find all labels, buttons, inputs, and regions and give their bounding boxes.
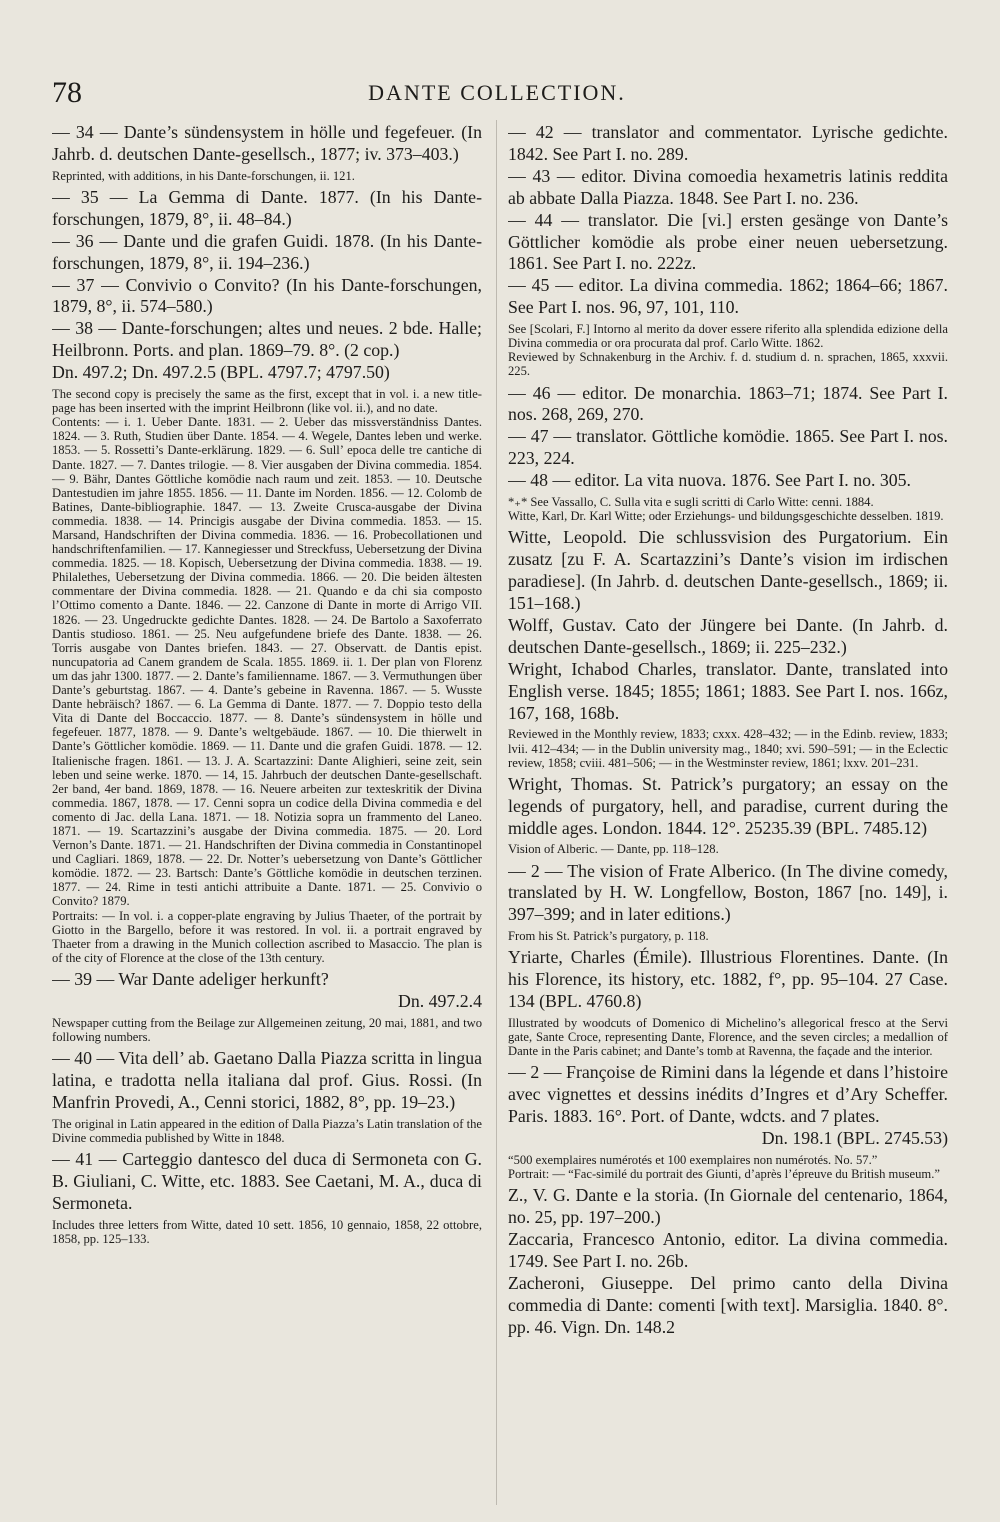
catalog-note: “500 exemplaires numérotés et 100 exemplaires non numérotés. No. 57.”: [508, 1152, 878, 1167]
catalog-note: Illustrated by woodcuts of Domenico di Michelino’s allegorical fresco at the Servi gate, Sante Croce, representing Dante, Florence, and the seven circles; a medallion of Dante in the Paris cabinet; and Dante’s tomb at Ravenna, the façade and the interior.: [508, 1016, 948, 1059]
catalog-note: Includes three letters from Witte, dated 10 sett. 1856, 10 gennaio, 1858, 22 ottobre, 1858, pp. 125–133.: [52, 1217, 482, 1246]
catalog-entry: Yriarte, Charles (Émile). Illustrious Florentines. Dante. (In his Florence, its history, etc. 1882, f°, pp. 95–104. 27 Case. 134 (BPL. 4760.8): [508, 947, 948, 1012]
catalog-entry: Z., V. G. Dante e la storia. (In Giornale del centenario, 1864, no. 25, pp. 197–200.): [508, 1185, 948, 1228]
catalog-note: Portraits: — In vol. i. a copper-plate engraving by Julius Thaeter, of the portrait by Giotto in the Bargello, before it was restored. In vol. ii. a portrait engraved by Thaeter from a drawing in the Munich collection ascribed to Masaccio. The plan is of the city of Florence at the close of the 13th century.: [52, 908, 482, 965]
catalog-note: The second copy is precisely the same as the first, except that in vol. i. a new title-page has been inserted with the imprint Heilbronn (like vol. ii.), and no date.: [52, 387, 482, 416]
right-column: [508, 122, 948, 1512]
catalog-note: Newspaper cutting from the Beilage zur Allgemeinen zeitung, 20 mai, 1881, and two following numbers.: [52, 1015, 482, 1044]
catalog-entry: Witte, Leopold. Die schlussvision des Purgatorium. Ein zusatz [zu F. A. Scartazzini’s Dante’s vision im irdischen paradiese]. (In Jahrb. d. deutschen Dante-gesellsch., 1869; ii. 151–168.): [508, 527, 948, 613]
catalog-note: Reviewed in the Monthly review, 1833; cxxx. 428–432; — in the Edinb. review, 1833; lvii. 412–434; — in the Dublin university mag., 1840; xvi. 590–591; — in the Eclectic review, 1858; cviii. 481–506; — in the Westminster review, 1861; lxxv. 201–231.: [508, 727, 948, 770]
catalog-note: Witte, Karl, Dr. Karl Witte; oder Erziehungs- und bildungsgeschichte desselben. 1819.: [508, 509, 944, 524]
catalog-note: Portrait: — “Fac-similé du portrait des Giunti, d’après l’épreuve du British museum.”: [508, 1167, 940, 1182]
catalog-note: Vision of Alberic. — Dante, pp. 118–128.: [508, 842, 719, 857]
catalog-entry: — 47 — translator. Göttliche komödie. 1865. See Part I. nos. 223, 224.: [508, 426, 948, 469]
catalog-entry: — 36 — Dante und die grafen Guidi. 1878. (In his Dante-forschungen, 1879, 8°, ii. 194–236.): [52, 230, 482, 273]
catalog-note: From his St. Patrick’s purgatory, p. 118.: [508, 929, 709, 944]
catalog-entry: Zaccaria, Francesco Antonio, editor. La divina commedia. 1749. See Part I. no. 26b.: [508, 1228, 948, 1271]
catalog-note: The original in Latin appeared in the edition of Dalla Piazza’s Latin translation of the Divine commedia published by Witte in 1848.: [52, 1116, 482, 1145]
catalog-entry: Zacheroni, Giuseppe. Del primo canto della Divina commedia di Dante: comenti [with text]. Marsiglia. 1840. 8°. pp. 46. Vign. Dn. 148.2: [508, 1272, 948, 1337]
catalog-entry: — 44 — translator. Die [vi.] ersten gesänge von Dante’s Göttlicher komödie als probe einer neuen uebersetzung. 1861. See Part I. no. 222z.: [508, 209, 948, 274]
catalog-entry: — 39 — War Dante adeliger herkunft?: [52, 968, 329, 989]
catalog-entry: — 34 — Dante’s sündensystem in hölle und fegefeuer. (In Jahrb. d. deutschen Dante-gesellsch., 1877; iv. 373–403.): [52, 122, 482, 164]
catalog-note: Reviewed by Schnakenburg in the Archiv. f. d. studium d. n. sprachen, 1865, xxxvii. 225.: [508, 350, 948, 379]
page-header: [52, 78, 942, 114]
catalog-entry: — 42 — translator and commentator. Lyrische gedichte. 1842. See Part I. no. 289.: [508, 122, 948, 164]
catalog-note: Reprinted, with additions, in his Dante-forschungen, ii. 121.: [52, 168, 355, 183]
catalog-entry: — 40 — Vita dell’ ab. Gaetano Dalla Piazza scritta in lingua latina, e tradotta nella italiana dal prof. Gius. Rossi. (In Manfrin Provedi, A., Cenni storici, 1882, 8°, pp. 19–23.): [52, 1047, 482, 1112]
shelf-mark: Dn. 497.2.4: [398, 990, 482, 1011]
shelf-mark: Dn. 198.1 (BPL. 2745.53): [761, 1128, 948, 1149]
catalog-entry: — 48 — editor. La vita nuova. 1876. See Part I. no. 305.: [508, 470, 911, 491]
catalog-entry: Wolff, Gustav. Cato der Jüngere bei Dante. (In Jahrb. d. deutschen Dante-gesellsch., 1869; ii. 225–232.): [508, 614, 948, 657]
catalog-entry: Wright, Ichabod Charles, translator. Dante, translated into English verse. 1845; 1855; 1861; 1883. See Part I. nos. 166z, 167, 168, 168b.: [508, 658, 948, 723]
catalog-entry: — 2 — The vision of Frate Alberico. (In The divine comedy, translated by H. W. Longfellow, Boston, 1867 [no. 149], i. 397–399; and in later editions.): [508, 860, 948, 925]
catalog-note: *₊* See Vassallo, C. Sulla vita e sugli scritti di Carlo Witte: cenni. 1884.: [508, 495, 874, 510]
left-column: [52, 122, 482, 1507]
catalog-entry: Wright, Thomas. St. Patrick’s purgatory; an essay on the legends of purgatory, hell, and paradise, current during the middle ages. London. 1844. 12°. 25235.39 (BPL. 7485.12): [508, 773, 948, 838]
catalog-entry: — 38 — Dante-forschungen; altes und neues. 2 bde. Halle; Heilbronn. Ports. and plan. 1869–79. 8°. (2 cop.): [52, 318, 482, 361]
catalog-entry: — 35 — La Gemma di Dante. 1877. (In his Dante-forschungen, 1879, 8°, ii. 48–84.): [52, 186, 482, 229]
page-number: 78: [52, 76, 82, 109]
catalog-entry: — 43 — editor. Divina comoedia hexametris latinis reddita ab abbate Dalla Piazza. 1848. See Part I. no. 236.: [508, 165, 948, 208]
column-divider: [496, 120, 497, 1505]
catalog-entry: — 41 — Carteggio dantesco del duca di Sermoneta con G. B. Giuliani, C. Witte, etc. 1883. See Caetani, M. A., duca di Sermoneta.: [52, 1148, 482, 1213]
contents-note: Contents: — i. 1. Ueber Dante. 1831. — 2. Ueber das missverständniss Dantes. 1824. — 3. Ruth, Studien über Dante. 1854. — 4. Wegele, Dantes leben und werke. 1853. — 5. Rossetti’s Dante-erklärung. 1829. — 6. Sull’ epoca delle tre cantiche di Dante. 1827. — 7. Dantes trilogie. — 8. Vier ausgaben der Divina commedia. 1854. — 9. Bähr, Dantes Göttliche komödie nach raum und zeit. 1853. — 10. Deutsche Dantestudien im jahre 1855. 1856. — 11. Dante im Norden. 1856. — 12. Colomb de Batines, Dante-bibliographie. 1847. — 13. Zweite Crusca-ausgabe der Divina commedia. 1838. — 14. Princigis ausgabe der Divina commedia. 1853. — 15. Marsand, Handschriften der Divina commedia. 1836. — 16. Probecollationen und handschriftenfamilien. — 17. Kannegiesser und Streckfuss, Uebersetzung der Divina commedia. 1825. — 18. Kopisch, Uebersetzung der Divina commedia. 1838. — 19. Philalethes, Uebersetzung der Divina commedia. 1866. — 20. Die beiden ältesten commentare der Divina commedia. 1828. — 21. Quando e da chi sia composto l’Ottimo comento a Dante. 1846. — 22. Canzone di Dante in morte di Arrigo VII. 1826. — 23. Ungedruckte gedichte Dantes. 1828. — 24. De Bartolo a Saxoferrato Dantis studioso. 1861. — 25. Neu aufgefundene briefe des Dante. 1838. — 26. Torris ausgabe von Dantes briefen. 1843. — 27. Observatt. de Dantis epist. nuncupatoria ad Canem grandem de Scala. 1855. 1869. ii. 1. Der plan von Florenz um das jahr 1300. 1877. — 2. Dante’s familienname. 1867. — 3. Vermuthungen über Dante’s geburtstag. 1867. — 4. Dante’s gebeine in Ravenna. 1867. — 5. Wusste Dante hebräisch? 1867. — 6. La Gemma di Dante. 1877. — 7. Doppio testo della Vita di Dante del Boccaccio. 1877. — 8. Dante’s sündensystem in hölle und fegefeuer. 1877, 1878. — 9. Dante’s weltgebäude. 1867. — 10. Die thierwelt in Dante’s Göttlicher komödie. 1869. — 11. Dante und die grafen Guidi. 1878. — 12. Italienische fragen. 1861. — 13. J. A. Scartazzini: Dante Alighieri, seine zeit, sein leben und seine werke. 1870. — 14, 15. Jahrbuch der deutschen Dante-gesellschaft. 2er band, 4er band. 1869, 1878. — 16. Neuere arbeiten zur texteskritik der Divina commedia. 1867, 1878. — 17. Cenni sopra un codice della Divina commedia e del comento di Jac. della Lana. 1871. — 18. Notizia sopra un frammento del Laneo. 1871. — 19. Scartazzini’s ausgabe der Divina commedia. 1875. — 20. Lord Vernon’s Dante. 1871. — 21. Handschriften der Divina commedia in Constantinopel und Cagliari. 1869, 1878. — 22. Dr. Notter’s uebersetzung von Dante’s Göttlicher komödie. 1872. — 23. Bartsch: Dante’s Göttliche komödie in deutschen terzinen. 1877. — 24. Rime in testi antichi attribuite a Dante. 1871. — 25. Convivio o Convito? 1879.: [52, 415, 482, 909]
shelf-mark: Dn. 497.2; Dn. 497.2.5 (BPL. 4797.7; 4797.50): [52, 362, 390, 383]
running-title: DANTE COLLECTION.: [368, 80, 626, 105]
catalog-entry: — 46 — editor. De monarchia. 1863–71; 1874. See Part I. nos. 268, 269, 270.: [508, 382, 948, 425]
catalog-entry: — 37 — Convivio o Convito? (In his Dante-forschungen, 1879, 8°, ii. 574–580.): [52, 274, 482, 317]
catalog-note: See [Scolari, F.] Intorno al merito da dover essere riferito alla splendida edizione della Divina commedia or ora procurata dal prof. Carlo Witte. 1862.: [508, 322, 948, 351]
catalog-entry: — 45 — editor. La divina commedia. 1862; 1864–66; 1867. See Part I. nos. 96, 97, 101, 110.: [508, 275, 948, 318]
catalog-entry: — 2 — Françoise de Rimini dans la légende et dans l’histoire avec vignettes et dessins inédits d’Ingres et d’Ary Scheffer. Paris. 1883. 16°. Port. of Dante, wdcts. and 7 plates.: [508, 1062, 948, 1127]
